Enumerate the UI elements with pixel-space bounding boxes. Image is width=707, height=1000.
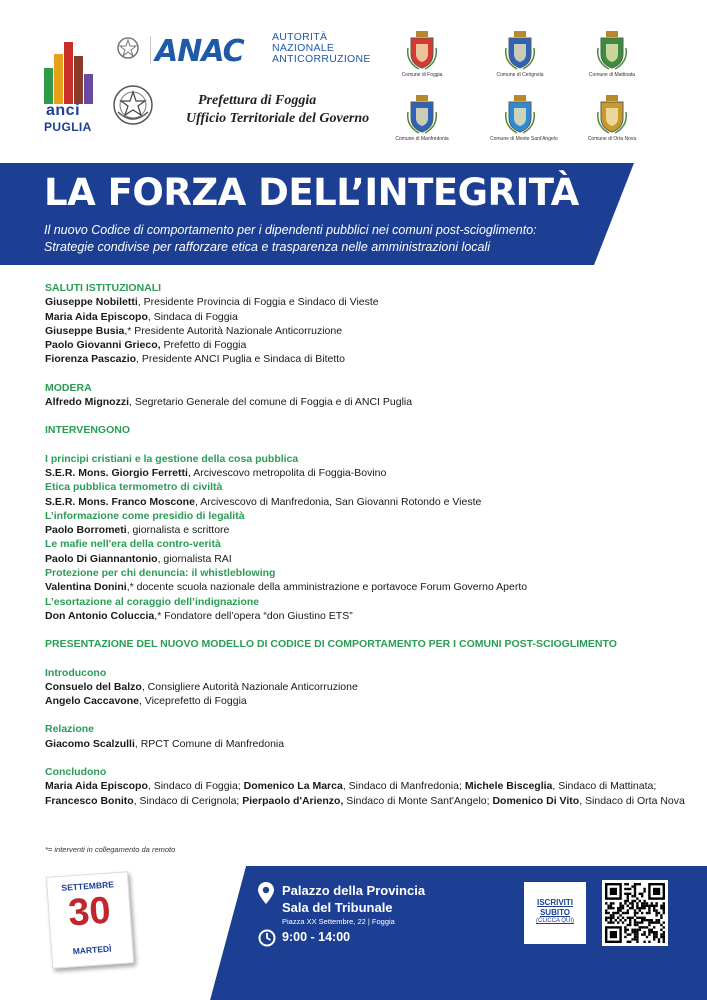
speaker-role: , Sindaco di Cerignola; — [133, 794, 243, 807]
crest-caption: Comune di Monte Sant'Angelo — [490, 136, 558, 142]
event-program — [45, 281, 685, 808]
talk-topic: I principi cristiani e la gestione della cosa pubblica — [45, 452, 299, 465]
anci-puglia-logo — [44, 42, 96, 134]
speaker: Giuseppe Nobiletti, Presidente Provincia di Foggia e Sindaco di Vieste — [45, 296, 379, 309]
event-month: SETTEMBRE — [61, 879, 115, 893]
speaker-role: , Sindaco di Mattinata; — [552, 780, 657, 793]
speaker: Don Antonio Coluccia,* Fondatore dell’opera “don Giustino ETS” — [45, 609, 353, 622]
remote-footnote: *= interventi in collegamento da remoto — [45, 845, 176, 854]
speaker: Consuelo del Balzo, Consigliere Autorità Nazionale Anticorruzione — [45, 680, 358, 693]
anci-region: PUGLIA — [44, 120, 92, 134]
italian-republic-emblem-icon — [116, 36, 140, 60]
speaker-role: Sindaco di Monte Sant'Angelo; — [343, 794, 493, 807]
talk-topic: L’informazione come presidio di legalità — [45, 509, 245, 522]
venue-address: Piazza XX Settembre, 22 | Foggia — [282, 917, 395, 926]
prefettura-logo: Prefettura di Foggia Ufficio Territoriale del Governo — [186, 93, 370, 126]
speaker: Paolo Giovanni Grieco, Prefetto di Foggia — [45, 339, 247, 352]
speaker: Valentina Donini,* docente scuola nazionale della amministrazione e portavoce Forum Governo Aperto — [45, 581, 528, 594]
section-heading-introducono: Introducono — [45, 666, 107, 679]
coat-of-arms-icon — [597, 94, 627, 134]
municipal-crest — [582, 94, 642, 142]
register-button[interactable] — [524, 882, 586, 944]
event-day: 30 — [66, 889, 112, 935]
moderator: Alfredo Mignozzi, Segretario Generale del comune di Foggia e di ANCI Puglia — [45, 396, 413, 409]
event-date-calendar — [46, 871, 134, 968]
registration-qr-code[interactable] — [602, 880, 668, 946]
section-heading-concludono: Concludono — [45, 766, 107, 779]
speaker: Paolo Di Giannantonio, giornalista RAI — [45, 552, 232, 565]
section-heading-modera: MODERA — [45, 381, 92, 394]
speaker-name: Domenico Di Vito — [492, 794, 580, 807]
event-weekday: MARTEDÌ — [72, 943, 112, 957]
speaker: Giacomo Scalzulli, RPCT Comune di Manfredonia — [45, 737, 285, 750]
speaker-name: Domenico La Marca — [243, 780, 343, 793]
speaker: S.E.R. Mons. Franco Moscone, Arcivescovo di Manfredonia, San Giovanni Rotondo e Vieste — [45, 495, 482, 508]
speaker-role: , Sindaco di Manfredonia; — [342, 780, 465, 793]
venue-name: Palazzo della Provincia — [282, 883, 426, 898]
speaker: Angelo Caccavone, Viceprefetto di Foggia — [45, 695, 247, 708]
header-logos — [0, 0, 707, 160]
title-banner — [0, 163, 707, 265]
logo-divider — [150, 36, 151, 64]
saluti-list — [45, 295, 685, 366]
coat-of-arms-icon — [505, 30, 535, 70]
section-heading-presentazione: PRESENTAZIONE DEL NUOVO MODELLO DI CODICE DI COMPORTAMENTO PER I COMUNI POST-SCIOGLIMENTO — [45, 638, 617, 651]
page-subtitle: Il nuovo Codice di comportamento per i dipendenti pubblici nei comuni post-scioglimento: Strategie condivise per rafforzare etica e trasparenza nelle amministrazioni locali — [44, 223, 537, 254]
talks-list — [45, 452, 685, 624]
italian-republic-emblem-large-icon — [112, 84, 154, 126]
crest-caption: Comune di Cerignola — [496, 72, 544, 78]
location-pin-icon — [258, 882, 274, 904]
speaker: Paolo Borrometi, giornalista e scrittore — [45, 524, 230, 537]
register-hint: (CLICCA QUI) — [535, 918, 574, 924]
section-heading-intervengono: INTERVENGONO — [45, 424, 130, 437]
speaker: S.E.R. Mons. Giorgio Ferretti, Arcivescovo metropolita di Foggia-Bovino — [45, 466, 387, 479]
talk-topic: Le mafie nell'era della contro-verità — [45, 538, 221, 551]
municipal-crest — [582, 30, 642, 78]
coat-of-arms-icon — [407, 30, 437, 70]
speaker-name: Francesco Bonito — [45, 794, 134, 807]
speaker-name: Michele Bisceglia — [464, 780, 553, 793]
anci-word: anci — [46, 102, 81, 119]
anac-logo: ANAC — [155, 34, 244, 69]
crest-caption: Comune di Mattinata — [588, 72, 636, 78]
speaker-name: Maria Aida Episcopo — [45, 780, 148, 793]
section-heading-saluti: SALUTI ISTITUZIONALI — [45, 282, 162, 294]
qr-code-icon — [605, 883, 665, 943]
crest-caption: Comune di Orta Nova — [587, 136, 637, 142]
municipal-crest — [392, 94, 452, 142]
concludono-list — [45, 779, 685, 808]
venue-room: Sala del Tribunale — [282, 900, 393, 915]
speaker-name: Pierpaolo d'Arienzo, — [242, 794, 344, 807]
talk-topic: Protezione per chi denuncia: il whistleblowing — [45, 567, 276, 580]
register-label: ISCRIVITI SUBITO — [536, 898, 573, 917]
event-time: 9:00 - 14:00 — [282, 930, 351, 944]
crest-caption: Comune di Foggia — [401, 72, 443, 78]
coat-of-arms-icon — [505, 94, 535, 134]
municipal-crest — [490, 30, 550, 78]
speaker: Maria Aida Episcopo, Sindaca di Foggia — [45, 310, 238, 323]
speaker: Giuseppe Busia,* Presidente Autorità Nazionale Anticorruzione — [45, 324, 343, 337]
clock-icon — [258, 929, 276, 947]
anac-full-name: AUTORITÀ NAZIONALE ANTICORRUZIONE — [272, 31, 371, 65]
talk-topic: L’esortazione al coraggio dell’indignazione — [45, 595, 260, 608]
speaker-role: , Sindaco di Orta Nova — [579, 794, 685, 807]
crest-caption: Comune di Manfredonia — [395, 136, 449, 142]
section-heading-relazione: Relazione — [45, 723, 95, 736]
speaker: Fiorenza Pascazio, Presidente ANCI Puglia e Sindaca di Bitetto — [45, 353, 346, 366]
speaker-role: , Sindaco di Foggia; — [147, 780, 244, 793]
municipal-crest — [490, 94, 558, 142]
municipal-crest — [392, 30, 452, 78]
introducono-list — [45, 680, 685, 709]
coat-of-arms-icon — [407, 94, 437, 134]
talk-topic: Etica pubblica termometro di civiltà — [45, 481, 223, 494]
coat-of-arms-icon — [597, 30, 627, 70]
page-title: LA FORZA DELL’INTEGRITÀ — [44, 171, 579, 214]
